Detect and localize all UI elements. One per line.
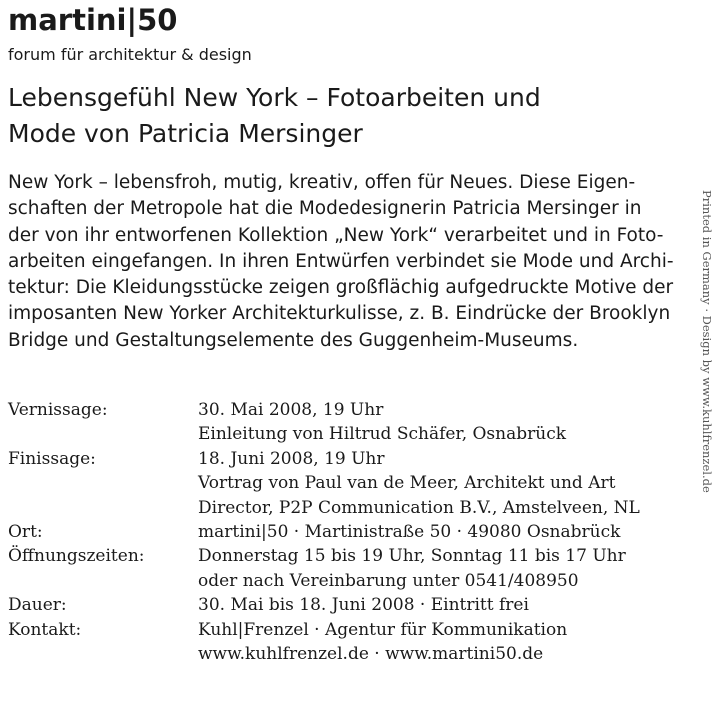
event-details	[8, 398, 640, 666]
headline-line: Lebensgefühl New York – Fotoarbeiten und	[8, 83, 541, 112]
headline	[8, 80, 648, 152]
detail-label: Öffnungszeiten:	[8, 546, 145, 567]
tagline: forum für architektur & design	[8, 45, 252, 64]
detail-row-vernissage	[8, 398, 640, 447]
detail-row-kontakt	[8, 618, 640, 667]
detail-line: Donnerstag 15 bis 19 Uhr, Sonntag 11 bis 17 Uhr	[198, 546, 626, 567]
detail-value	[198, 447, 640, 520]
description-paragraph	[8, 170, 674, 354]
detail-line: Vortrag von Paul van de Meer, Architekt und Art	[198, 473, 616, 494]
detail-line: Director, P2P Communication B.V., Amstelveen, NL	[198, 497, 640, 518]
detail-label: Ort:	[8, 522, 43, 543]
paragraph-line: imposanten New Yorker Architekturkulisse, z. B. Eindrücke der Brooklyn	[8, 303, 671, 325]
detail-line: Einleitung von Hiltrud Schäfer, Osnabrück	[198, 424, 567, 445]
paragraph-line: schaften der Metropole hat die Modedesignerin Patricia Mersinger in	[8, 198, 642, 220]
paragraph-line: arbeiten eingefangen. In ihren Entwürfen verbindet sie Mode und Archi-	[8, 250, 674, 272]
printer-credit: Printed in Germany · Design by www.kuhlfrenzel.de	[700, 190, 714, 493]
detail-value	[198, 593, 529, 617]
detail-label: Vernissage:	[8, 400, 108, 420]
detail-row-finissage	[8, 447, 640, 520]
logo: martini|50	[8, 3, 178, 37]
detail-row-dauer	[8, 593, 640, 617]
detail-label: Dauer:	[8, 595, 67, 616]
paragraph-line: Bridge und Gestaltungselemente des Guggenheim-Museums.	[8, 329, 579, 351]
paragraph-line: New York – lebensfroh, mutig, kreativ, offen für Neues. Diese Eigen-	[8, 172, 636, 193]
detail-line: www.kuhlfrenzel.de · www.martini50.de	[198, 644, 544, 665]
detail-value	[198, 544, 626, 593]
paragraph-line: tektur: Die Kleidungsstücke zeigen großflächig aufgedruckte Motive der	[8, 277, 674, 299]
detail-label: Finissage:	[8, 448, 96, 469]
detail-label: Kontakt:	[8, 619, 82, 640]
headline-line: Mode von Patricia Mersinger	[8, 119, 363, 148]
detail-line: 18. Juni 2008, 19 Uhr	[198, 448, 385, 469]
detail-line: martini|50 · Martinistraße 50 · 49080 Osnabrück	[198, 522, 621, 543]
detail-value	[198, 618, 567, 667]
detail-value	[198, 520, 620, 544]
detail-row-ort	[8, 520, 640, 544]
detail-row-oeffnungszeiten	[8, 544, 640, 593]
paragraph-line: der von ihr entworfenen Kollektion „New York“ verarbeitet und in Foto-	[8, 224, 664, 246]
detail-line: Kuhl|Frenzel · Agentur für Kommunikation	[198, 619, 568, 640]
detail-line: 30. Mai bis 18. Juni 2008 · Eintritt frei	[198, 595, 529, 616]
detail-line: 30. Mai 2008, 19 Uhr	[198, 400, 384, 420]
detail-value	[198, 398, 566, 447]
detail-line: oder nach Vereinbarung unter 0541/408950	[198, 570, 579, 591]
